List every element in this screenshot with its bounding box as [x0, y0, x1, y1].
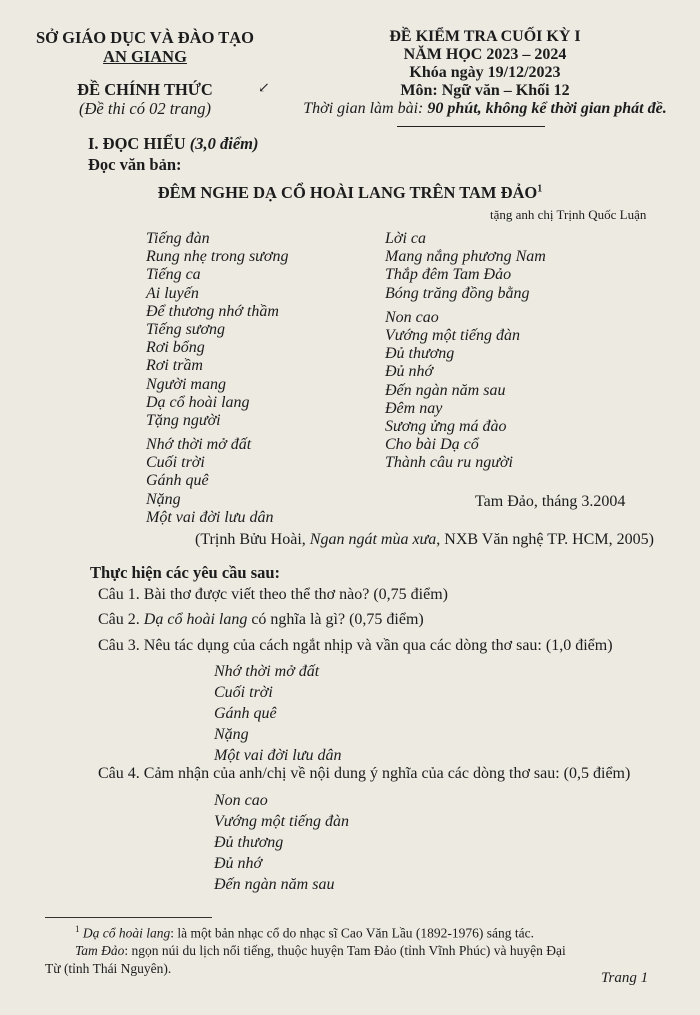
- poem-line: Rơi trầm: [146, 357, 203, 375]
- poem-line: Non cao: [385, 308, 439, 326]
- time-underline: [397, 126, 545, 127]
- question-3-quote: [214, 661, 341, 766]
- quoted-line: Nhớ thời mở đất: [214, 663, 320, 680]
- poem-line: Lời ca: [385, 230, 426, 247]
- poem-line: Nặng: [146, 490, 181, 508]
- pages-note: (Đề thi có 02 trang): [79, 99, 211, 118]
- footnote-ref: 1: [537, 183, 543, 195]
- poem-column-right: [385, 230, 546, 472]
- footnote-2-text: : ngọn núi du lịch nổi tiếng, thuộc huyện Tam Đảo (tỉnh Vĩnh Phúc) và huyện Đại: [124, 943, 566, 958]
- subject: Môn: Ngữ văn – Khối 12: [400, 82, 570, 99]
- source-book: Ngan ngát mùa xưa: [309, 531, 437, 548]
- poem-line: Tiếng đàn: [146, 230, 210, 247]
- poem-line: Rơi bổng: [146, 339, 205, 357]
- question-2-term: Dạ cổ hoài lang: [143, 611, 248, 628]
- poem-line: Đến ngàn năm sau: [385, 381, 506, 399]
- poem-line: Tặng người: [146, 411, 221, 429]
- tasks-heading: Thực hiện các yêu cầu sau:: [90, 563, 281, 582]
- official-label: ĐỀ CHÍNH THỨC: [77, 80, 213, 99]
- poem-line: Thành câu ru người: [385, 454, 513, 472]
- poem-line: Đủ nhớ: [385, 363, 434, 381]
- time-value: 90 phút, không kể thời gian phát đề.: [427, 100, 667, 117]
- poem-line: Một vai đời lưu dân: [146, 508, 274, 526]
- time-prefix: Thời gian làm bài:: [303, 100, 428, 117]
- poem-line: Bóng trăng đồng bằng: [385, 284, 530, 302]
- poem-line: Cho bài Dạ cổ: [385, 436, 479, 454]
- poem-line: Đêm nay: [385, 399, 443, 417]
- header-left: [20, 28, 270, 118]
- question-4-quote: [214, 790, 349, 895]
- source-citation: [195, 531, 654, 549]
- pen-mark: ↙: [258, 81, 270, 96]
- question-2: [98, 611, 424, 629]
- poem-line: Thắp đêm Tam Đảo: [385, 266, 512, 284]
- quoted-line: Cuối trời: [214, 684, 273, 701]
- footnote-2-cont: Từ (tỉnh Thái Nguyên).: [45, 961, 172, 976]
- footnote-1-number: 1: [75, 924, 80, 934]
- dedication: tặng anh chị Trịnh Quốc Luận: [490, 207, 647, 222]
- poem-line: Mang nắng phương Nam: [385, 248, 546, 266]
- poem-line: Để thương nhớ thầm: [146, 302, 279, 320]
- poem-line: Tiếng sương: [146, 320, 226, 338]
- footnote-2: [75, 943, 566, 959]
- source-publisher: , NXB Văn nghệ TP. HCM, 2005): [436, 531, 654, 548]
- poem-line: Rung nhẹ trong sương: [146, 248, 289, 266]
- question-2-number: Câu 2.: [98, 611, 144, 628]
- school-year: NĂM HỌC 2023 – 2024: [403, 46, 567, 63]
- quoted-line: Vướng một tiếng đàn: [214, 813, 350, 830]
- poem-title-text: ĐÊM NGHE DẠ CỔ HOÀI LANG TRÊN TAM ĐẢO: [157, 183, 538, 202]
- read-label: Đọc văn bản:: [88, 155, 182, 174]
- footnote-2-term: Tam Đảo: [75, 943, 125, 958]
- poem-line: Đủ thương: [385, 345, 455, 363]
- poem-line: Sương ửng má đào: [385, 417, 507, 435]
- department-name: SỞ GIÁO DỤC VÀ ĐÀO TẠO: [35, 28, 255, 47]
- time-allowed: [285, 100, 685, 118]
- question-1: Câu 1. Bài thơ được viết theo thể thơ nào? (0,75 điểm): [98, 586, 448, 603]
- exam-title: ĐỀ KIỂM TRA CUỐI KỲ I: [389, 28, 581, 45]
- place-date: Tam Đảo, tháng 3.2004: [475, 493, 626, 510]
- poem-column-left: [146, 230, 288, 527]
- source-author: (Trịnh Bửu Hoài,: [195, 531, 310, 548]
- poem-line: Nhớ thời mở đất: [146, 436, 252, 454]
- quoted-line: Gánh quê: [214, 705, 277, 722]
- poem-line: Cuối trời: [146, 454, 205, 472]
- footnote-1-text: : là một bản nhạc cổ do nhạc sĩ Cao Văn Lầu (1892-1976) sáng tác.: [170, 925, 535, 941]
- poem-line: Dạ cổ hoài lang: [146, 393, 250, 411]
- section-points: (3,0 điểm): [189, 134, 259, 153]
- quoted-line: Một vai đời lưu dân: [214, 747, 342, 764]
- quoted-line: Đến ngàn năm sau: [214, 876, 335, 893]
- section-heading: [88, 134, 259, 154]
- poem-line: Tiếng ca: [146, 266, 201, 284]
- quoted-line: Đủ thương: [214, 834, 284, 851]
- poem-line: Người mang: [146, 375, 226, 393]
- header-right: [285, 28, 685, 118]
- footnote-divider: [45, 917, 212, 918]
- quoted-line: Đủ nhớ: [214, 855, 263, 872]
- exam-date: Khóa ngày 19/12/2023: [409, 64, 561, 81]
- question-4: Câu 4. Cảm nhận của anh/chị về nội dung ý nghĩa của các dòng thơ sau: (0,5 điểm): [98, 765, 631, 782]
- quoted-line: Nặng: [214, 726, 249, 743]
- poem-line: Vướng một tiếng đàn: [385, 326, 521, 344]
- province-name: AN GIANG: [103, 47, 187, 66]
- question-2-text: có nghĩa là gì? (0,75 điểm): [247, 611, 424, 628]
- footnote-1-term: Dạ cổ hoài lang: [82, 925, 171, 941]
- footnote-1: [75, 924, 534, 942]
- poem-line: Gánh quê: [146, 472, 209, 490]
- poem-line: Ai luyến: [146, 284, 199, 302]
- page-number: Trang 1: [601, 970, 649, 986]
- question-3: Câu 3. Nêu tác dụng của cách ngắt nhịp và vần qua các dòng thơ sau: (1,0 điểm): [98, 637, 613, 654]
- quoted-line: Non cao: [214, 792, 268, 809]
- section-title: I. ĐỌC HIỂU: [88, 134, 190, 153]
- poem-title: [0, 183, 700, 203]
